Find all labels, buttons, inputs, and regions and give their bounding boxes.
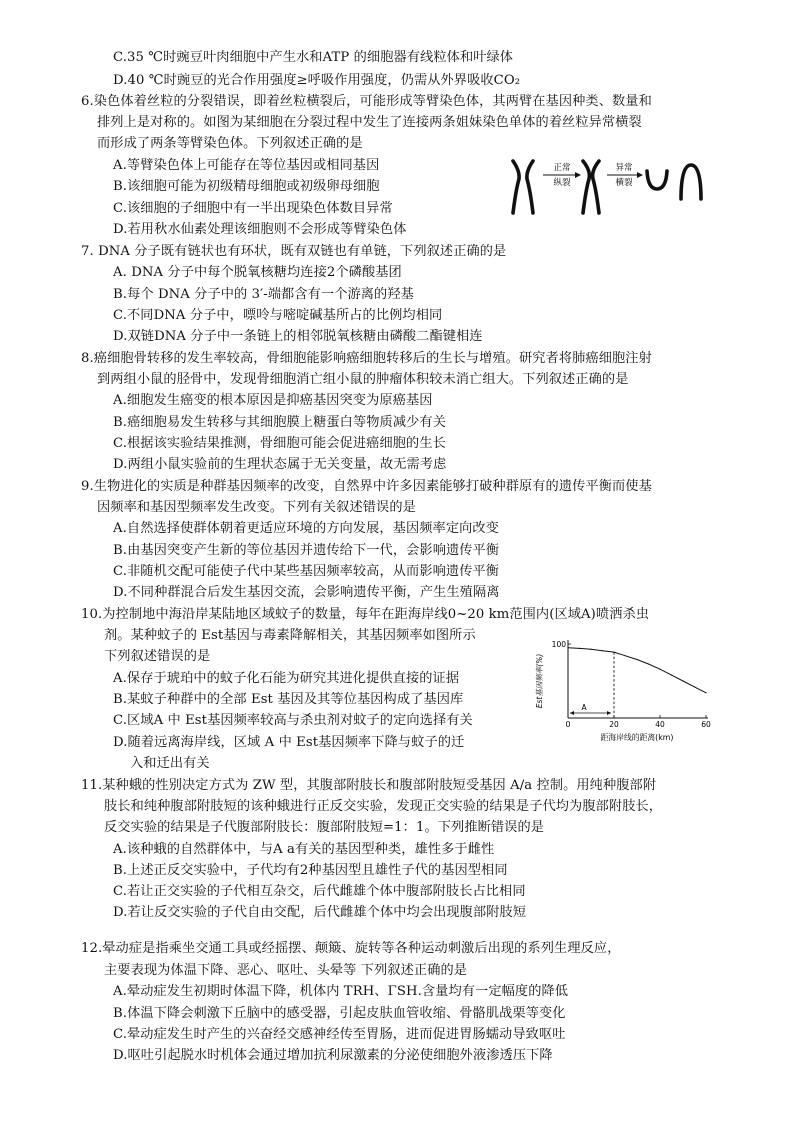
q10-stem-line-1: 10.为控制地中海沿岸某陆地区域蚊子的数量，每年在距海岸线0~20 km范围内(区域A)喷洒杀虫 (81, 607, 650, 622)
q6-stem-line-1: 6.染色体着丝粒的分裂错误，即着丝粒横裂后，可能形成等臂染色体，其两臂在基因种类、数量和 (81, 94, 652, 109)
q6-option-a: A.等臂染色体上可能存在等位基因或相同基因 (113, 158, 380, 173)
q10-stem-line-2: 剂。某种蚊子的 Est基因与毒素降解相关，其基因频率如图所示 (104, 628, 476, 643)
q7-option-d: D.双链DNA 分子中一条链上的相邻脱氧核糖由磷酸二酯键相连 (113, 329, 483, 344)
q7-option-a: A. DNA 分子中每个脱氧核糖均连接2个磷酸基团 (113, 265, 402, 280)
q11-option-b: B.上述正反交实验中，子代均有2种基因型且雄性子代的基因型相同 (113, 863, 508, 878)
q10-option-b: B.某蚊子种群中的全部 Est 基因及其等位基因构成了基因库 (113, 692, 464, 707)
q8-option-d: D.两组小鼠实验前的生理状态属于无关变量，故无需考虑 (113, 457, 447, 472)
q12-stem-line-2: 主要表现为体温下降、恶心、呕吐、头晕等 下列叙述正确的是 (104, 963, 468, 978)
data-point (602, 650, 603, 651)
prev-option-d: D.40 ℃时豌豆的光合作用强度≥呼吸作用强度，仍需从外界吸收CO₂ (113, 73, 521, 88)
q11-stem-line-3: 反交实验的结果是子代腹部附肢长：腹部附肢短=1：1。下列推断错误的是 (104, 820, 545, 835)
q6-option-c: C.该细胞的子细胞中有一半出现染色体数目异常 (113, 201, 393, 216)
isochromosome-u (647, 171, 667, 189)
q7-option-b: B.每个 DNA 分子中的 3′-端都含有一个游离的羟基 (113, 287, 414, 302)
chromatid-left-2 (527, 161, 533, 213)
y-axis-label: Est基因频率(%) (535, 653, 544, 709)
q7-stem: 7. DNA 分子既有链状也有环状，既有双链也有单链，下列叙述正确的是 (81, 244, 507, 259)
data-point (659, 669, 660, 670)
q12-option-d: D.呕吐引起脱水时机体会通过增加抗利尿激素的分泌使细胞外液渗透压下降 (113, 1048, 553, 1063)
isochromosome-n (681, 165, 701, 199)
q10-option-d-line-2: 入和迁出有关 (130, 756, 210, 771)
x-tick-label: 20 (609, 720, 619, 729)
q10-stem-line-3: 下列叙述错误的是 (104, 649, 211, 664)
data-point (636, 659, 637, 660)
q6-stem-line-2: 排列上是对称的。如图为某细胞在分裂过程中发生了连接两条姐妹染色单体的着丝粒异常横裂 (97, 115, 642, 130)
q12-option-b: B.体温下降会刺激下丘脑中的感受器，引起皮肤血管收缩、骨骼肌战栗等变化 (113, 1006, 566, 1021)
chromatid-mid-1 (583, 161, 589, 213)
data-point (694, 686, 695, 687)
q9-option-a: A.自然选择使群体朝着更适应环境的方向发展，基因频率定向改变 (113, 521, 499, 536)
q11-stem-line-1: 11.某种蛾的性别决定方式为 ZW 型，其腹部附肢长和腹部附肢短受基因 A/a 控制。用纯种腹部附 (81, 778, 657, 793)
data-point (579, 648, 580, 649)
q8-option-a: A.细胞发生癌变的根本原因是抑癌基因突变为原癌基因 (113, 393, 433, 408)
data-point (567, 647, 568, 648)
q8-option-b: B.癌细胞易发生转移与其细胞膜上糖蛋白等物质减少有关 (113, 415, 446, 430)
chromatid-left-1 (513, 161, 519, 213)
q8-stem-line-2: 到两组小鼠的胫骨中，发现骨细胞消亡组小鼠的肿瘤体积较未消亡组大。下列叙述正确的是 (97, 372, 629, 387)
region-a-arrowhead-left (570, 711, 574, 715)
q11-stem-line-2: 肢长和纯种腹部附肢短的该种蛾进行正反交实验，发现正交实验的结果是子代均为腹部附肢长， (104, 799, 663, 814)
x-tick-label: 40 (655, 720, 665, 729)
q10-option-d-line-1: D.随着远离海岸线，区域 A 中 Est基因频率下降与蚊子的迁 (113, 735, 465, 750)
data-point (613, 652, 614, 653)
q12-option-a: A.晕动症发生初期时体温下降，机体内 TRH、ΓSH.含量均有一定幅度的降低 (113, 984, 569, 999)
data-point (671, 675, 672, 676)
data-point (625, 655, 626, 656)
q11-option-a: A.该种蛾的自然群体中，与A a有关的基因型种类，雄性多于雌性 (113, 842, 495, 857)
q7-option-c: C.不同DNA 分子中，嘌呤与嘧啶碱基所占的比例均相同 (113, 308, 443, 323)
label-abnormal-1: 异常 (615, 163, 633, 173)
region-a-arrowhead-right (607, 711, 611, 715)
q9-option-d: D.不同种群混合后发生基因交流，会影响遗传平衡，产生生殖隔离 (113, 585, 500, 600)
prev-option-c: C.35 ℃时豌豆叶肉细胞中产生水和ATP 的细胞器有线粒体和叶绿体 (113, 50, 514, 65)
est-frequency-chart (530, 632, 715, 746)
q6-option-d: D.若用秋水仙素处理该细胞则不会形成等臂染色体 (113, 222, 407, 237)
region-a-label: A (581, 703, 587, 712)
q9-stem-line-1: 9.生物进化的实质是种群基因频率的改变，自然界中许多因素能够打破种群原有的遗传平衡而使基 (81, 479, 652, 494)
q11-option-d: D.若让反交实验的子代自由交配，后代雌雄个体中均会出现腹部附肢短 (113, 905, 527, 920)
x-tick-label: 60 (701, 720, 711, 729)
est-frequency-line (568, 648, 706, 693)
chromosome-figure (505, 155, 705, 219)
q10-option-c: C.区域A 中 Est基因频率较高与杀虫剂对蚊子的定向选择有关 (113, 713, 473, 728)
x-tick-label: 0 (565, 720, 571, 729)
label-abnormal-2: 横裂 (615, 178, 633, 188)
chromatid-mid-2 (593, 161, 599, 213)
label-normal-2: 纵裂 (553, 178, 571, 188)
q6-option-b: B.该细胞可能为初级精母细胞或初级卵母细胞 (113, 179, 380, 194)
q10-option-a: A.保存于琥珀中的蚊子化石能为研究其进化提供直接的证据 (113, 671, 460, 686)
q6-stem-line-3: 而形成了两条等臂染色体。下列叙述正确的是 (97, 136, 363, 151)
q9-option-c: C.非随机交配可能使子代中某些基因频率较高，从而影响遗传平衡 (113, 564, 500, 579)
y-tick-label: 100 (551, 640, 566, 649)
label-normal-1: 正常 (553, 163, 571, 173)
q11-option-c: C.若让正交实验的子代相互杂交，后代雌雄个体中腹部附肢长占比相同 (113, 884, 526, 899)
q9-stem-line-2: 因频率和基因型频率发生改变。下列有关叙述错误的是 (97, 500, 416, 515)
data-point (682, 680, 683, 681)
data-point (590, 649, 591, 650)
data-point (648, 663, 649, 664)
q12-stem-line-1: 12.晕动症是指乘坐交通工具或经摇摆、颠簸、旋转等各种运动刺激后出现的系列生理反应， (81, 941, 621, 956)
q9-option-b: B.由基因突变产生新的等位基因并遗传给下一代，会影响遗传平衡 (113, 543, 500, 558)
x-axis-label: 距海岸线的距离(km) (600, 733, 674, 742)
q8-option-c: C.根据该实验结果推测，骨细胞可能会促进癌细胞的生长 (113, 436, 446, 451)
q8-stem-line-1: 8.癌细胞骨转移的发生率较高，骨细胞能影响癌细胞转移后的生长与增殖。研究者将肺癌细胞注射 (81, 351, 652, 366)
q12-option-c: C.晕动症发生时产生的兴奋经交感神经传至胃肠，进而促进胃肠蠕动导致呕吐 (113, 1027, 566, 1042)
data-point (705, 692, 706, 693)
